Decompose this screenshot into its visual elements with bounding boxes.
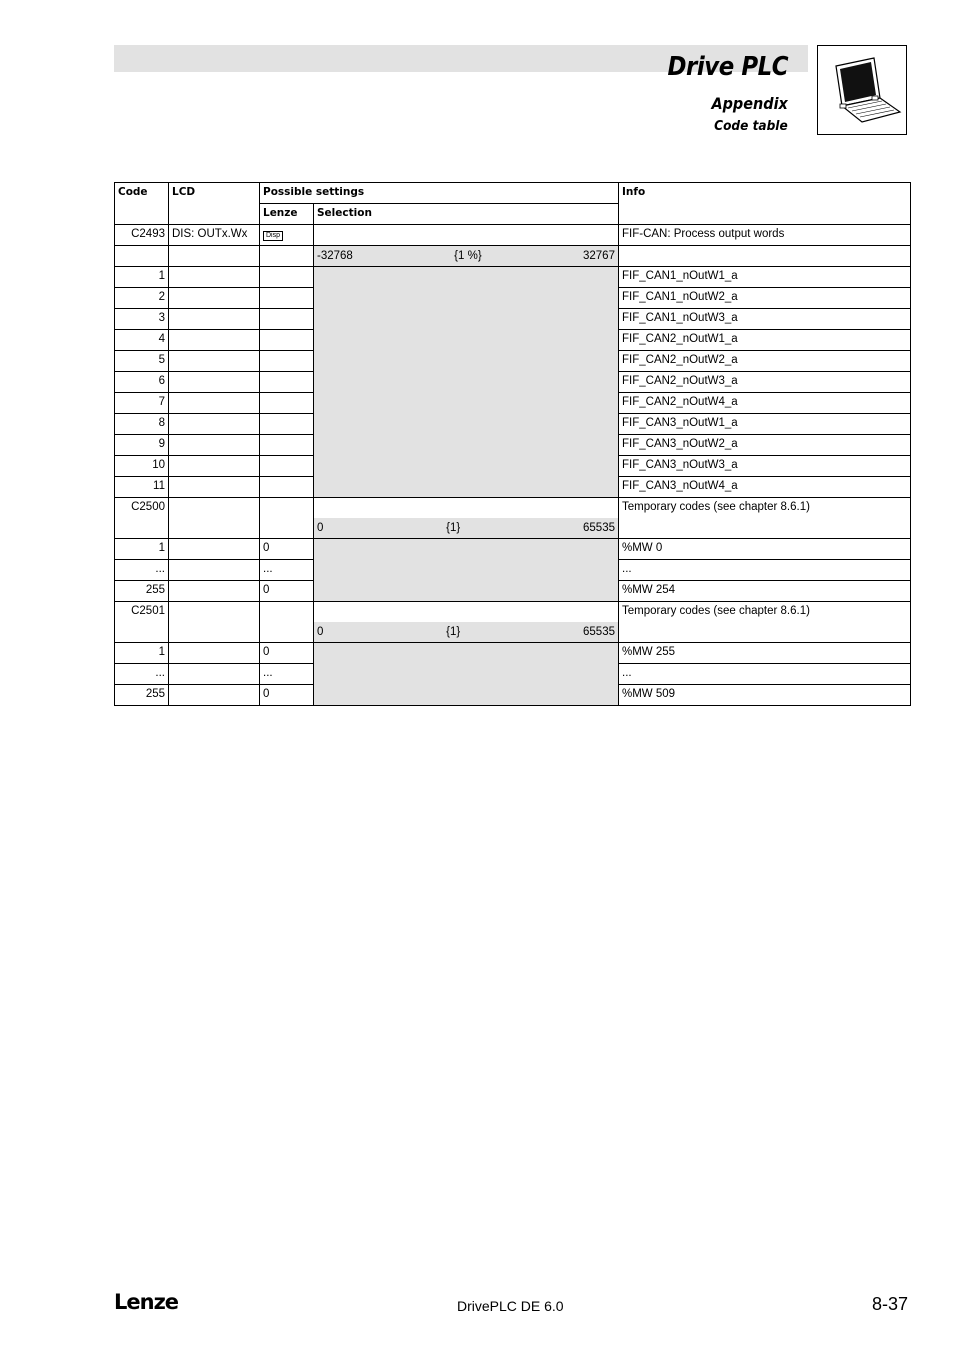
selection-range: 0 {1} 65535 [314,622,619,643]
table-row: 4 FIF_CAN2_nOutW1_a [115,330,911,351]
info-cell: Temporary codes (see chapter 8.6.1) [619,498,911,539]
table-row: 1 FIF_CAN1_nOutW1_a [115,267,911,288]
document-name: DrivePLC DE 6.0 [457,1298,564,1314]
info-cell: FIF-CAN: Process output words [619,225,911,246]
laptop-icon [818,46,906,134]
selection-shaded [314,539,619,602]
table-row: ... ... ... [115,560,911,581]
table-row: 1 0 %MW 255 [115,643,911,664]
table-row: ... ... ... [115,664,911,685]
code-cell: C2500 [115,498,169,539]
page-number: 8-37 [871,1294,908,1314]
chapter-title: Appendix [711,94,788,113]
lenze-logo: Lenze [114,1290,179,1314]
page-title: Drive PLC [667,52,788,82]
lenze-cell [260,225,314,246]
code-cell: C2493 [115,225,169,246]
table-row: 6 FIF_CAN2_nOutW3_a [115,372,911,393]
table-row: 9 FIF_CAN3_nOutW2_a [115,435,911,456]
table-row [115,246,911,267]
selection-shaded [314,267,619,498]
header-row [115,183,911,204]
section-title: Code table [714,118,788,134]
table-row: 8 FIF_CAN3_nOutW1_a [115,414,911,435]
selection-cell [314,225,619,246]
info-cell: Temporary codes (see chapter 8.6.1) [619,602,911,643]
col-header-lenze: Lenze [260,204,314,225]
selection-shaded [314,643,619,706]
table-row: 7 FIF_CAN2_nOutW4_a [115,393,911,414]
selection-range: 0 {1} 65535 [314,518,619,539]
disp-badge: Disp [263,231,283,241]
col-header-possible-settings: Possible settings [260,183,619,204]
selection-range: -32768 {1 %} 32767 [314,246,619,267]
table-row: 255 0 %MW 509 [115,685,911,706]
table-row: 5 FIF_CAN2_nOutW2_a [115,351,911,372]
table-row [115,225,911,246]
code-table [114,182,911,706]
col-header-code: Code [115,183,169,225]
col-header-info: Info [619,183,911,225]
laptop-icon-box [817,45,907,135]
table-row: 255 0 %MW 254 [115,581,911,602]
table-row: 2 FIF_CAN1_nOutW2_a [115,288,911,309]
table-row: 10 FIF_CAN3_nOutW3_a [115,456,911,477]
table-row [115,602,911,623]
lcd-cell: DIS: OUTx.Wx [169,225,260,246]
table-row [115,498,911,519]
col-header-lcd: LCD [169,183,260,225]
table-row: 11 FIF_CAN3_nOutW4_a [115,477,911,498]
col-header-selection: Selection [314,204,619,225]
table-row: 3 FIF_CAN1_nOutW3_a [115,309,911,330]
table-row: 1 0 %MW 0 [115,539,911,560]
code-cell: C2501 [115,602,169,643]
